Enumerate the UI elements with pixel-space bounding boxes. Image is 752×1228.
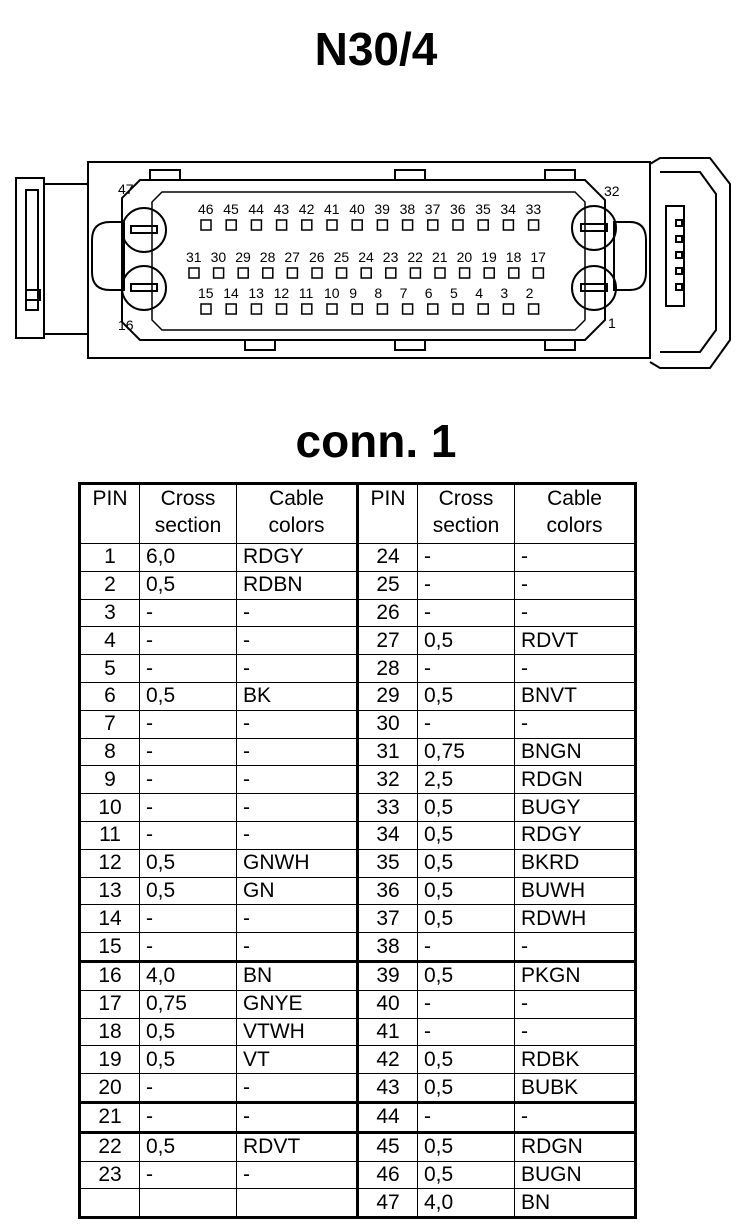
pin-number-label: 19 — [481, 249, 497, 265]
cable-color-cell: - — [515, 655, 636, 683]
cable-color-cell: - — [515, 990, 636, 1018]
cross-section-cell: - — [418, 599, 515, 627]
header-cable-colors — [237, 484, 358, 544]
cable-color-cell: - — [237, 1161, 358, 1189]
cross-section-cell: - — [418, 571, 515, 599]
cross-section-cell: 0,5 — [140, 849, 237, 877]
connector-diagram — [10, 150, 752, 380]
header-pin — [80, 484, 140, 544]
pin-socket — [509, 268, 519, 278]
pin-number-label: 23 — [382, 249, 399, 265]
pin-number-label: 33 — [525, 201, 542, 217]
cross-section-cell: 0,5 — [140, 1018, 237, 1046]
corner-label-bottom-right: 1 — [608, 315, 616, 331]
pin-cell: 28 — [358, 655, 418, 683]
cable-color-cell: RDGN — [515, 766, 636, 794]
table-body — [80, 544, 636, 1218]
pin-cell: 11 — [80, 821, 140, 849]
pin-cell: 37 — [358, 905, 418, 933]
pin-socket — [428, 220, 438, 230]
pin-socket — [302, 220, 312, 230]
cross-section-cell: 0,5 — [140, 1132, 237, 1161]
pin-cell: 31 — [358, 738, 418, 766]
cross-section-cell: - — [140, 1074, 237, 1103]
pin-socket — [403, 220, 413, 230]
pin-number-label: 26 — [309, 249, 325, 265]
cross-section-cell: - — [140, 933, 237, 962]
cross-section-cell: 4,0 — [140, 961, 237, 990]
pin-number-label: 9 — [349, 285, 357, 301]
pin-socket — [337, 268, 347, 278]
pin-cell: 42 — [358, 1046, 418, 1074]
pin-number-label: 5 — [450, 285, 458, 301]
pin-cell: 35 — [358, 849, 418, 877]
pin-socket — [214, 268, 224, 278]
pin-number-label: 15 — [198, 285, 214, 301]
table-header-row — [80, 484, 636, 544]
cross-section-cell: - — [140, 1161, 237, 1189]
cross-section-cell: 0,5 — [418, 794, 515, 822]
cross-section-cell — [140, 1189, 237, 1218]
pin-socket — [251, 220, 261, 230]
pin-number-label: 25 — [333, 249, 350, 265]
pin-number-label: 7 — [399, 285, 408, 301]
pin-cell: 2 — [80, 571, 140, 599]
pin-cell: 17 — [80, 990, 140, 1018]
pin-cell: 15 — [80, 933, 140, 962]
pin-socket — [503, 304, 513, 314]
cable-color-cell: RDGY — [515, 821, 636, 849]
table-row — [80, 710, 636, 738]
cable-color-cell: - — [237, 933, 358, 962]
screw-bottom-right — [572, 266, 616, 310]
pin-cell: 45 — [358, 1132, 418, 1161]
cable-color-cell: - — [515, 599, 636, 627]
pin-number-label: 17 — [530, 249, 546, 265]
pin-socket — [410, 268, 420, 278]
pin-cell: 23 — [80, 1161, 140, 1189]
pin-cell: 6 — [80, 682, 140, 710]
pin-cell: 36 — [358, 877, 418, 905]
cable-color-cell: - — [237, 821, 358, 849]
pin-socket — [238, 268, 248, 278]
pin-number-label: 31 — [186, 249, 202, 265]
cross-section-cell: - — [140, 655, 237, 683]
pin-cell: 47 — [358, 1189, 418, 1218]
cable-color-cell: BN — [515, 1189, 636, 1218]
pin-number-label: 29 — [235, 249, 251, 265]
cable-color-cell: BKRD — [515, 849, 636, 877]
pin-socket — [533, 268, 543, 278]
cross-section-cell: 0,75 — [140, 990, 237, 1018]
cable-color-cell: RDGN — [515, 1132, 636, 1161]
cable-color-cell: RDWH — [515, 905, 636, 933]
cable-color-cell: BUGN — [515, 1161, 636, 1189]
cable-color-cell: GN — [237, 877, 358, 905]
pin-cell: 40 — [358, 990, 418, 1018]
cable-color-cell: - — [237, 905, 358, 933]
table-row — [80, 821, 636, 849]
screw-top-right — [572, 206, 616, 250]
pin-cell: 10 — [80, 794, 140, 822]
pin-socket — [377, 304, 387, 314]
cable-color-cell: BUWH — [515, 877, 636, 905]
cable-color-cell: RDVT — [515, 627, 636, 655]
pin-socket — [403, 304, 413, 314]
table-row — [80, 738, 636, 766]
pin-number-label: 36 — [450, 201, 466, 217]
header-cable-colors-2 — [515, 484, 636, 544]
pin-number-label: 13 — [248, 285, 264, 301]
table-row — [80, 961, 636, 990]
pin-cell: 46 — [358, 1161, 418, 1189]
pin-number-label: 6 — [424, 285, 433, 301]
cross-section-cell: 0,5 — [140, 682, 237, 710]
pin-socket — [361, 268, 371, 278]
pin-number-label: 11 — [298, 285, 314, 301]
pin-cell: 44 — [358, 1102, 418, 1132]
table-row — [80, 990, 636, 1018]
pin-socket — [453, 304, 463, 314]
cross-section-cell: 0,5 — [418, 1132, 515, 1161]
cable-color-cell: RDVT — [237, 1132, 358, 1161]
table-row — [80, 794, 636, 822]
cable-color-cell: - — [237, 766, 358, 794]
cross-section-cell: 6,0 — [140, 544, 237, 572]
pin-number-label: 14 — [223, 285, 239, 301]
pin-socket — [226, 304, 236, 314]
header-cross-line2-2: section — [432, 514, 500, 537]
pin-cell: 4 — [80, 627, 140, 655]
cross-section-cell: 0,75 — [418, 738, 515, 766]
cross-section-cell: - — [418, 1102, 515, 1132]
pin-number-label: 41 — [324, 201, 340, 217]
cross-section-cell: 0,5 — [418, 961, 515, 990]
table-row — [80, 544, 636, 572]
pin-socket — [189, 268, 199, 278]
table-row — [80, 766, 636, 794]
pin-number-label: 37 — [424, 201, 441, 217]
cross-section-cell: - — [418, 655, 515, 683]
screw-bottom-left — [122, 266, 166, 310]
cable-color-cell: BUGY — [515, 794, 636, 822]
cross-section-cell: 0,5 — [418, 849, 515, 877]
cable-color-cell: - — [237, 794, 358, 822]
cross-section-cell: 0,5 — [140, 1046, 237, 1074]
pin-cell: 7 — [80, 710, 140, 738]
cross-section-cell: - — [140, 710, 237, 738]
cable-color-cell: - — [237, 627, 358, 655]
table-row — [80, 1074, 636, 1103]
cable-color-cell: BNGN — [515, 738, 636, 766]
table-row — [80, 682, 636, 710]
pin-socket — [287, 268, 297, 278]
cross-section-cell: 0,5 — [418, 627, 515, 655]
cable-color-cell: - — [515, 710, 636, 738]
cable-color-cell: GNWH — [237, 849, 358, 877]
pin-socket — [302, 304, 312, 314]
header-color-line2: colors — [268, 514, 325, 537]
pin-socket — [352, 304, 362, 314]
pin-socket — [377, 220, 387, 230]
pin-cell: 19 — [80, 1046, 140, 1074]
pin-cell: 21 — [80, 1102, 140, 1132]
pin-number-label: 18 — [505, 249, 522, 265]
pin-number-label: 10 — [324, 285, 340, 301]
pin-socket — [529, 220, 539, 230]
pin-number-label: 39 — [374, 201, 390, 217]
cable-color-cell: - — [237, 1074, 358, 1103]
cable-color-cell: BUBK — [515, 1074, 636, 1103]
pin-cell: 3 — [80, 599, 140, 627]
connector-subtitle: conn. 1 — [295, 415, 457, 467]
cable-color-cell: RDBK — [515, 1046, 636, 1074]
pin-number-label: 2 — [525, 285, 534, 301]
header-cross-section — [140, 484, 237, 544]
cable-color-cell: - — [237, 738, 358, 766]
pin-number-label: 34 — [500, 201, 516, 217]
pin-cell: 12 — [80, 849, 140, 877]
table-row — [80, 599, 636, 627]
table-row — [80, 849, 636, 877]
cross-section-cell: - — [140, 1102, 237, 1132]
header-cross-section-2 — [418, 484, 515, 544]
pin-cell — [80, 1189, 140, 1218]
pin-socket — [277, 304, 287, 314]
cross-section-cell: 0,5 — [418, 877, 515, 905]
cross-section-cell: 0,5 — [418, 905, 515, 933]
cross-section-cell: - — [418, 933, 515, 962]
table-row — [80, 1046, 636, 1074]
pin-socket — [529, 304, 539, 314]
cross-section-cell: - — [140, 766, 237, 794]
table-row — [80, 1189, 636, 1218]
cable-color-cell: - — [515, 544, 636, 572]
cable-color-cell: VT — [237, 1046, 358, 1074]
cable-color-cell: - — [515, 571, 636, 599]
cross-section-cell: 4,0 — [418, 1189, 515, 1218]
cable-color-cell: RDGY — [237, 544, 358, 572]
table-row — [80, 1161, 636, 1189]
cable-color-cell: - — [237, 599, 358, 627]
pin-number-label: 43 — [273, 201, 290, 217]
pin-socket — [484, 268, 494, 278]
cable-color-cell: - — [515, 933, 636, 962]
pin-number-label: 28 — [259, 249, 276, 265]
cross-section-cell: - — [418, 1018, 515, 1046]
cross-section-cell: - — [140, 794, 237, 822]
pin-cell: 29 — [358, 682, 418, 710]
pin-cell: 9 — [80, 766, 140, 794]
header-pin-label: PIN — [92, 487, 128, 510]
screw-top-left — [122, 208, 166, 252]
pin-socket — [435, 268, 445, 278]
pin-number-label: 24 — [358, 249, 374, 265]
pin-cell: 43 — [358, 1074, 418, 1103]
pin-number-label: 35 — [475, 201, 491, 217]
pin-socket — [478, 304, 488, 314]
cross-section-cell: 0,5 — [140, 877, 237, 905]
pin-number-label: 4 — [475, 285, 483, 301]
header-pin-label-2: PIN — [370, 487, 406, 510]
pin-cell: 39 — [358, 961, 418, 990]
pin-number-label: 8 — [374, 285, 383, 301]
cable-color-cell: - — [515, 1018, 636, 1046]
pin-socket — [386, 268, 396, 278]
pin-cell: 34 — [358, 821, 418, 849]
pin-cell: 27 — [358, 627, 418, 655]
pin-socket — [460, 268, 470, 278]
corner-label-top-right: 32 — [604, 183, 620, 199]
pin-cell: 30 — [358, 710, 418, 738]
table-row — [80, 905, 636, 933]
header-cross-line2: section — [154, 514, 222, 537]
cross-section-cell: - — [140, 738, 237, 766]
pin-cell: 14 — [80, 905, 140, 933]
cable-color-cell: BK — [237, 682, 358, 710]
header-color-line1-2: Cable — [547, 487, 602, 510]
pin-socket — [251, 304, 261, 314]
pin-number-label: 42 — [298, 201, 315, 217]
cable-color-cell: - — [515, 1102, 636, 1132]
pin-cell: 32 — [358, 766, 418, 794]
cable-color-cell: RDBN — [237, 571, 358, 599]
pin-socket — [312, 268, 322, 278]
pin-socket — [277, 220, 287, 230]
pin-number-label: 12 — [273, 285, 290, 301]
page-title: N30/4 — [314, 23, 438, 75]
pin-socket — [201, 304, 211, 314]
pin-socket — [428, 304, 438, 314]
pin-number-label: 3 — [500, 285, 509, 301]
pin-number-label: 22 — [407, 249, 423, 265]
pin-socket — [478, 220, 488, 230]
cable-color-cell: VTWH — [237, 1018, 358, 1046]
header-pin-2 — [358, 484, 418, 544]
cross-section-cell: - — [140, 627, 237, 655]
pin-cell: 18 — [80, 1018, 140, 1046]
pin-rows — [186, 201, 546, 314]
cable-color-cell: GNYE — [237, 990, 358, 1018]
table-row — [80, 655, 636, 683]
cable-color-cell: - — [237, 710, 358, 738]
header-color-line2-2: colors — [546, 514, 603, 537]
pin-cell: 25 — [358, 571, 418, 599]
left-latch — [16, 178, 44, 338]
table-row — [80, 933, 636, 962]
table-row — [80, 627, 636, 655]
corner-label-bottom-left: 16 — [118, 317, 134, 333]
header-cross-line1: Cross — [160, 487, 216, 510]
pin-cell: 22 — [80, 1132, 140, 1161]
pin-socket — [263, 268, 273, 278]
pin-socket — [503, 220, 513, 230]
pin-cell: 16 — [80, 961, 140, 990]
pin-number-label: 20 — [456, 249, 473, 265]
pin-cell: 41 — [358, 1018, 418, 1046]
pin-number-label: 30 — [210, 249, 227, 265]
cable-color-cell: - — [237, 655, 358, 683]
pin-socket — [201, 220, 211, 230]
cross-section-cell: - — [418, 990, 515, 1018]
pin-number-label: 40 — [349, 201, 365, 217]
pin-cell: 38 — [358, 933, 418, 962]
pin-cell: 1 — [80, 544, 140, 572]
pin-assignment-table — [78, 482, 637, 1219]
pin-cell: 5 — [80, 655, 140, 683]
pin-number-label: 21 — [432, 249, 448, 265]
pin-cell: 26 — [358, 599, 418, 627]
cross-section-cell: 0,5 — [418, 1161, 515, 1189]
cable-color-cell — [237, 1189, 358, 1218]
table-row — [80, 1018, 636, 1046]
cross-section-cell: - — [140, 905, 237, 933]
cross-section-cell: 0,5 — [418, 682, 515, 710]
pin-number-label: 45 — [223, 201, 239, 217]
cross-section-cell: 0,5 — [418, 1074, 515, 1103]
cable-color-cell: - — [237, 1102, 358, 1132]
pin-cell: 24 — [358, 544, 418, 572]
pin-socket — [327, 304, 337, 314]
cross-section-cell: - — [418, 710, 515, 738]
header-cross-line1-2: Cross — [438, 487, 494, 510]
pin-number-label: 27 — [284, 249, 300, 265]
pin-number-label: 44 — [248, 201, 264, 217]
cable-color-cell: PKGN — [515, 961, 636, 990]
pin-cell: 20 — [80, 1074, 140, 1103]
pin-socket — [352, 220, 362, 230]
pin-cell: 8 — [80, 738, 140, 766]
cross-section-cell: 2,5 — [418, 766, 515, 794]
pin-socket — [226, 220, 236, 230]
pin-number-label: 46 — [198, 201, 214, 217]
table-row — [80, 877, 636, 905]
cross-section-cell: 0,5 — [418, 821, 515, 849]
pin-socket — [327, 220, 337, 230]
pin-cell: 13 — [80, 877, 140, 905]
cross-section-cell: 0,5 — [418, 1046, 515, 1074]
header-color-line1: Cable — [269, 487, 324, 510]
pin-socket — [453, 220, 463, 230]
cable-color-cell: BN — [237, 961, 358, 990]
table-row — [80, 1102, 636, 1132]
corner-label-top-left: 47 — [118, 181, 134, 197]
cross-section-cell: - — [418, 544, 515, 572]
pin-cell: 33 — [358, 794, 418, 822]
cross-section-cell: 0,5 — [140, 571, 237, 599]
table-row — [80, 1132, 636, 1161]
cross-section-cell: - — [140, 599, 237, 627]
pin-number-label: 38 — [399, 201, 416, 217]
cable-color-cell: BNVT — [515, 682, 636, 710]
cross-section-cell: - — [140, 821, 237, 849]
table-row — [80, 571, 636, 599]
